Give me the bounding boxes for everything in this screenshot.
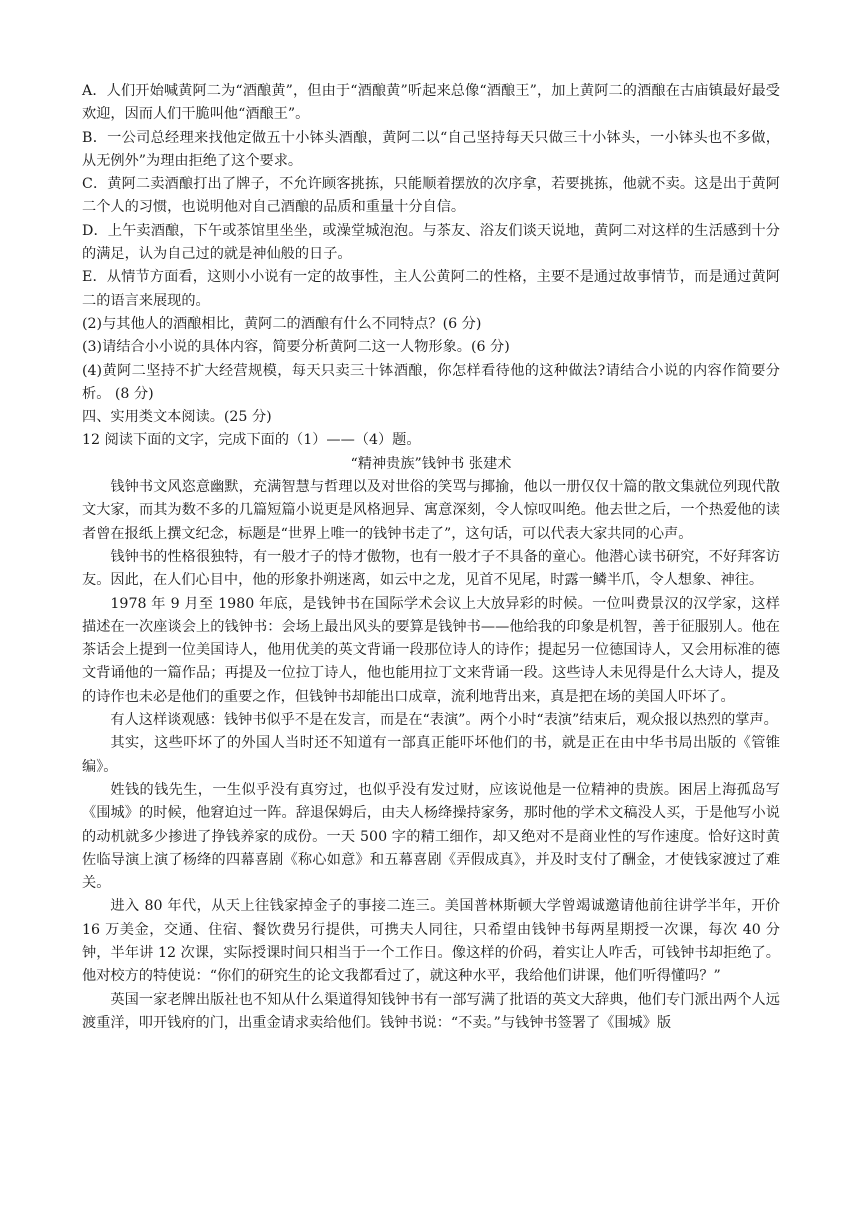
article-paragraph: 其实，这些吓坏了的外国人当时还不知道有一部真正能吓坏他们的书，就是正在由中华书局出版的《管锥编》。	[82, 735, 780, 775]
option-d: D．上午卖酒酿，下午或茶馆里坐坐，或澡堂城泡泡。与茶友、浴友们谈天说地，黄阿二对这样的生活感到十分的满足，认为自己过的就是神仙般的日子。	[82, 222, 780, 263]
option-e: E．从情节方面看，这则小小说有一定的故事性，主人公黄阿二的性格，主要不是通过故事情节，而是通过黄阿二的语言来展现的。	[82, 269, 780, 309]
article-paragraph: 有人这样谈观感：钱钟书似乎不是在发言，而是在“表演”。两个小时“表演”结束后，观众报以热烈的掌声。	[110, 712, 778, 729]
article-paragraph: 钱钟书文风恣意幽默，充满智慧与哲理以及对世俗的笑骂与揶揄，他以一册仅仅十篇的散文集就位列现代散文大家，而其为数不多的几篇短篇小说更是风格迥异、寓意深刻，令人惊叹叫绝。他去世之后，一个热爱他的读者曾在报纸上撰文纪念，标题是“世界上唯一的钱钟书走了”，这句话，可以代表大家共同的心声。	[82, 479, 780, 542]
article-paragraph: 钱钟书的性格很独特，有一般才子的恃才傲物，也有一般才子不具备的童心。他潜心读书研究，不好拜客访友。因此，在人们心目中，他的形象扑朔迷离，如云中之龙，见首不见尾，时露一鳞半爪，令人想象、神往。	[82, 548, 780, 589]
question-2: (2)与其他人的酒酿相比，黄阿二的酒酿有什么不同特点？(6 分)	[82, 315, 482, 332]
document-page	[82, 80, 780, 1035]
question-4: (4)黄阿二坚持不扩大经营规模，每天只卖三十钵酒酿，你怎样看待他的这种做法?请结合小说的内容作简要分析。 (8 分)	[82, 362, 780, 402]
article-title: “精神贵族”钱钟书 张建术	[350, 455, 512, 472]
article-paragraph: 进入 80 年代，从天上往钱家掉金子的事接二连三。美国普林斯顿大学曾竭诚邀请他前往讲学半年，开价 16 万美金，交通、住宿、餐饮费另行提供，可携夫人同往，只希望由钱钟书每两星期授一次课，每次 40 分钟，半年讲 12 次课，实际授课时间只相当于一个工作日。像这样的价码，着实让人咋舌，可钱钟书却拒绝了。他对校方的特使说：“你们的研究生的论文我都看过了，就这种水平，我给他们讲课，他们听得懂吗？”	[82, 898, 780, 985]
article-paragraph: 1978 年 9 月至 1980 年底，是钱钟书在国际学术会议上大放异彩的时候。一位叫费景汉的汉学家，这样描述在一次座谈会上的钱钟书：会场上最出风头的要算是钱钟书——他给我的印象是机智，善于征服别人。他在茶话会上提到一位美国诗人，他用优美的英文背诵一段那位诗人的诗作；提起另一位德国诗人，又会用标准的德文背诵他的一篇作品；再提及一位拉丁诗人，他也能用拉丁文来背诵一段。这些诗人未见得是什么大诗人，提及的诗作也未必是他们的重要之作，但钱钟书却能出口成章，流利地背出来，真是把在场的美国人吓坏了。	[82, 595, 780, 705]
question-12-instruction: 12 阅读下面的文字，完成下面的（1）——（4）题。	[82, 432, 421, 449]
section-heading: 四、实用类文本阅读。(25 分)	[82, 409, 272, 426]
option-a: A．人们开始喊黄阿二为“酒酿黄”，但由于“酒酿黄”听起来总像“酒酿王”，加上黄阿二的酒酿在古庙镇最好最受欢迎，因而人们干脆叫他“酒酿王”。	[82, 83, 780, 123]
article-paragraph: 英国一家老牌出版社也不知从什么渠道得知钱钟书有一部写满了批语的英文大辞典，他们专门派出两个人远渡重洋，叩开钱府的门，出重金请求卖给他们。钱钟书说：“不卖。”与钱钟书签署了《围城》版	[82, 991, 780, 1031]
option-c: C．黄阿二卖酒酿打出了牌子，不允许顾客挑拣，只能顺着摆放的次序拿，若要挑拣，他就不卖。这是出于黄阿二个人的习惯，也说明他对自己酒酿的品质和重量十分自信。	[82, 176, 780, 216]
question-3: (3)请结合小小说的具体内容，简要分析黄阿二这一人物形象。(6 分)	[82, 339, 510, 356]
article-paragraph: 姓钱的钱先生，一生似乎没有真穷过，也似乎没有发过财，应该说他是一位精神的贵族。困居上海孤岛写《围城》的时候，他窘迫过一阵。辞退保姆后，由夫人杨绛操持家务，那时他的学术文稿没人买，于是他写小说的动机就多少掺进了挣钱养家的成份。一天 500 字的精工细作，却又绝对不是商业性的写作速度。恰好这时黄佐临导演上演了杨绛的四幕喜剧《称心如意》和五幕喜剧《弄假成真》，并及时支付了酬金，才使钱家渡过了难关。	[82, 781, 780, 892]
option-b: B．一公司总经理来找他定做五十小钵头酒酿，黄阿二以“自己坚持每天只做三十小钵头，一小钵头也不多做，从无例外”为理由拒绝了这个要求。	[82, 129, 780, 169]
